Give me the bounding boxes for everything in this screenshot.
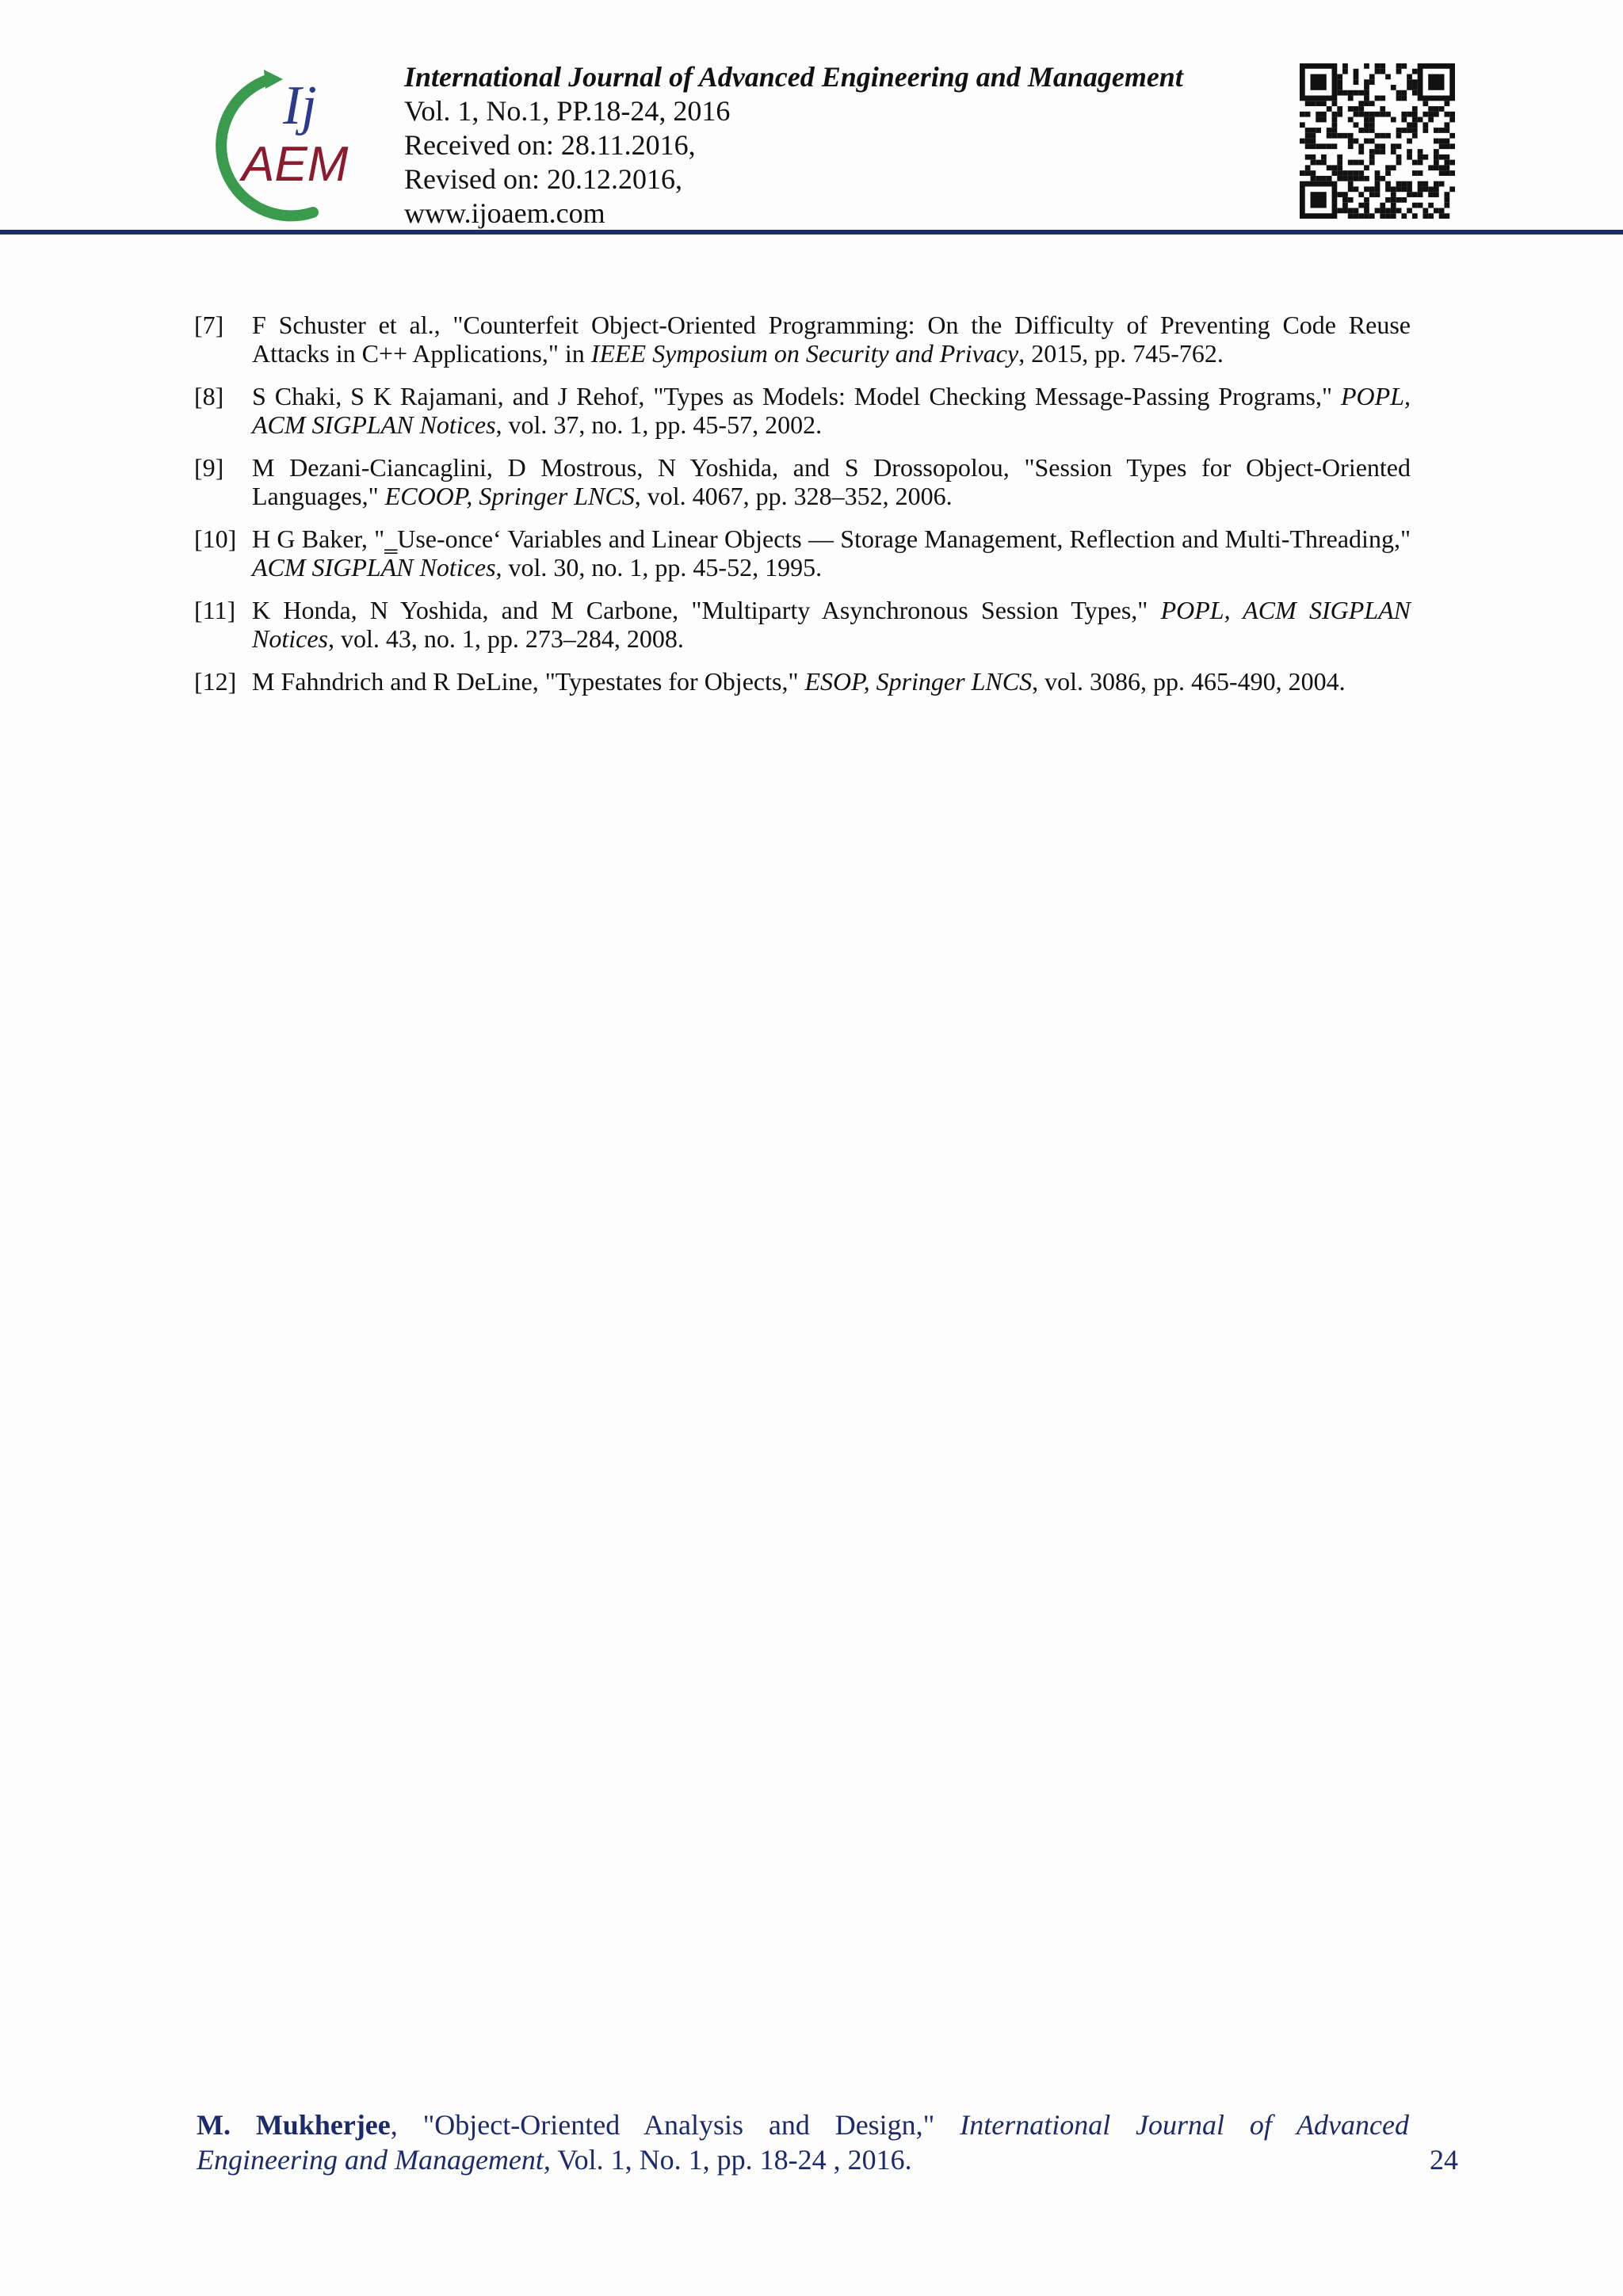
- volume-info: Vol. 1, No.1, PP.18-24, 2016: [404, 95, 731, 127]
- received-date: Received on: 28.11.2016,: [404, 129, 696, 161]
- reference-item: [194, 382, 1411, 439]
- reference-text: H G Baker, "‗Use-once‘ Variables and Linear Objects — Storage Management, Reflection and Multi-Threading,": [252, 524, 1411, 553]
- journal-title: International Journal of Advanced Engineering and Management: [404, 61, 1183, 93]
- reference-text: , vol. 4067, pp. 328–352, 2006.: [634, 482, 953, 510]
- reference-venue: ACM SIGPLAN Notices: [252, 553, 496, 582]
- reference-item: [194, 596, 1411, 653]
- reference-text: , vol. 43, no. 1, pp. 273–284, 2008.: [327, 624, 684, 653]
- header-rule: [0, 230, 1623, 235]
- logo-ij: Ij: [283, 75, 317, 136]
- revised-date: Revised on: 20.12.2016,: [404, 163, 682, 195]
- website-link[interactable]: www.ijoaem.com: [404, 197, 605, 229]
- reference-venue: ESOP, Springer LNCS: [804, 667, 1033, 696]
- journal-header: [404, 60, 1183, 231]
- reference-venue: ECOOP, Springer LNCS: [384, 482, 635, 510]
- footer-citation: Vol. 1, No. 1, pp. 18-24 , 2016.: [550, 2144, 912, 2176]
- reference-number: [11]: [194, 596, 236, 624]
- reference-venue: IEEE Symposium on Security and Privacy: [590, 339, 1019, 368]
- reference-text: , vol. 3086, pp. 465-490, 2004.: [1032, 667, 1346, 696]
- reference-number: [9]: [194, 453, 224, 482]
- references-list: [194, 311, 1411, 710]
- reference-text: , 2015, pp. 745-762.: [1018, 339, 1224, 368]
- footer-journal-1: International Journal of Advanced: [960, 2109, 1409, 2141]
- reference-item: [194, 667, 1411, 696]
- reference-text: F Schuster et al., "Counterfeit Object-Oriented Programming: On the Difficulty of Preventing Code Reuse Attacks in C++ Applications," in: [252, 311, 1411, 368]
- footer-journal-2: Engineering and Management,: [197, 2144, 551, 2176]
- reference-number: [7]: [194, 311, 224, 339]
- reference-text: M Fahndrich and R DeLine, "Typestates for Objects,": [252, 667, 805, 696]
- page-footer: [197, 2107, 1458, 2177]
- reference-text: K Honda, N Yoshida, and M Carbone, "Multiparty Asynchronous Session Types,": [252, 596, 1161, 624]
- reference-text: , vol. 37, no. 1, pp. 45-57, 2002.: [495, 410, 823, 439]
- journal-logo: [194, 62, 376, 224]
- reference-item: [194, 524, 1411, 582]
- reference-text: , vol. 30, no. 1, pp. 45-52, 1995.: [495, 553, 823, 582]
- footer-author: M. Mukherjee: [197, 2109, 391, 2141]
- reference-item: [194, 311, 1411, 368]
- reference-item: [194, 453, 1411, 510]
- reference-text: S Chaki, S K Rajamani, and J Rehof, "Types as Models: Model Checking Message-Passing Programs,": [252, 382, 1341, 410]
- reference-number: [8]: [194, 382, 224, 410]
- reference-text: M Dezani-Ciancaglini, D Mostrous, N Yoshida, and S Drossopolou, "Session Types for Object-Oriented Languages,": [252, 453, 1411, 510]
- footer-title: , "Object-Oriented Analysis and Design,": [390, 2109, 960, 2141]
- qr-code: [1300, 63, 1455, 219]
- page-number: 24: [1430, 2144, 1458, 2176]
- reference-number: [12]: [194, 667, 237, 696]
- reference-venue: POPL, ACM SIGPLAN Notices: [252, 596, 1411, 653]
- reference-number: [10]: [194, 524, 237, 553]
- logo-aem: AEM: [242, 137, 349, 192]
- reference-venue: POPL, ACM SIGPLAN Notices: [252, 382, 1411, 439]
